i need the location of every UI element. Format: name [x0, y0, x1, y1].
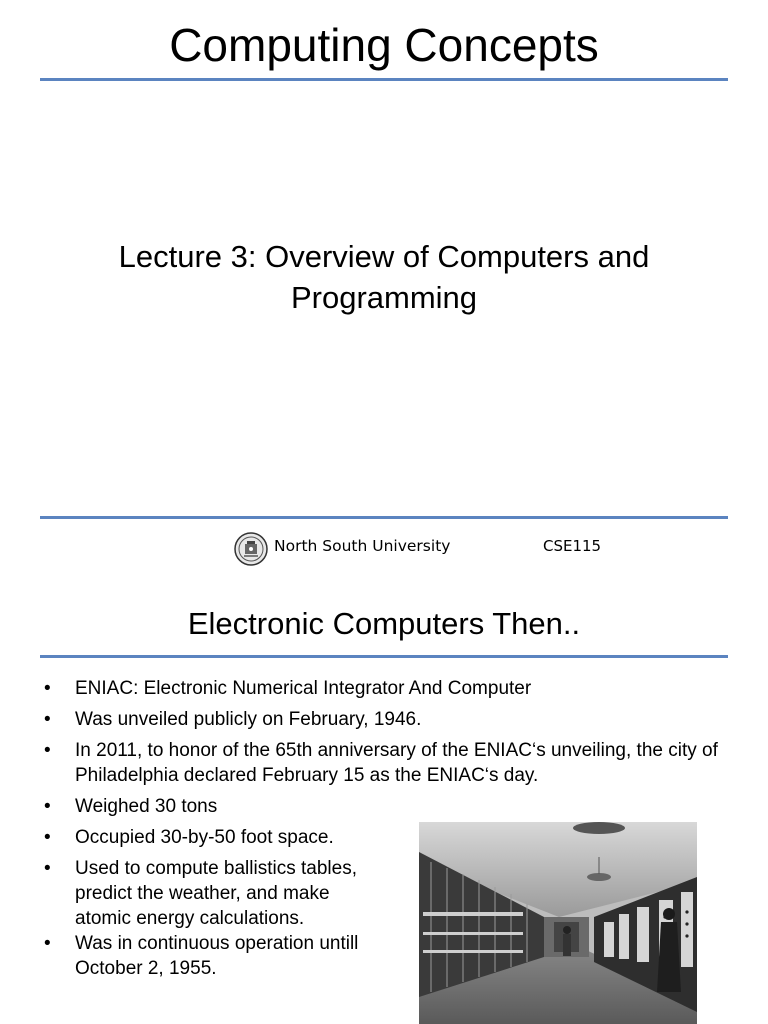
bullet-item: • Weighed 30 tons — [44, 794, 724, 819]
footer-divider — [40, 516, 728, 519]
bullet-item: • Occupied 30-by-50 foot space. — [44, 825, 724, 850]
course-code: CSE115 — [543, 537, 602, 555]
bullet-item: • Was in continuous operation untill October 2, 1955. — [44, 931, 375, 981]
bullet-item: • Was unveiled publicly on February, 1946. — [44, 707, 724, 732]
bullet-item: • Used to compute ballistics tables, predict the weather, and make atomic energy calculations. — [44, 856, 375, 931]
slide-title: Electronic Computers Then.. — [187, 606, 581, 641]
bullet-item: • In 2011, to honor of the 65th anniversary of the ENIAC‘s unveiling, the city of Philadelphia declared February 15 as the ENIAC‘s day. — [44, 738, 724, 788]
slide-footer — [0, 530, 768, 570]
slide-title: Computing Concepts — [169, 19, 599, 71]
content-slide — [0, 590, 768, 1024]
lecture-subtitle: Lecture 3: Overview of Computers and Programming — [118, 239, 650, 315]
university-name: North South University — [274, 537, 451, 555]
eniac-photo-icon — [419, 822, 697, 1024]
title-divider — [40, 655, 728, 658]
bullet-item: • ENIAC: Electronic Numerical Integrator And Computer — [44, 676, 724, 701]
title-divider — [40, 78, 728, 81]
university-seal-icon — [234, 530, 268, 568]
